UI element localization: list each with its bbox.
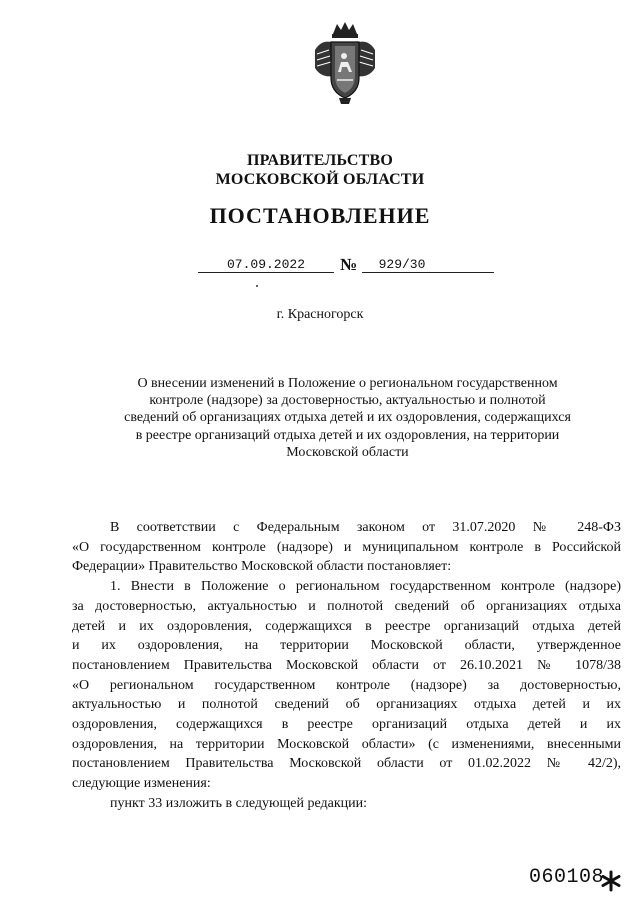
registration-line — [0, 257, 640, 279]
subject-line: в реестре организаций отдыха детей и их оздоровления, на территории — [135, 427, 560, 443]
body-line: оздоровления, содержащихся в реестре организаций отдыха детей и их — [72, 717, 621, 733]
body-line: детей и их оздоровления, содержащихся в реестре организаций отдыха детей — [72, 618, 621, 634]
body-line: постановлением Правительства Московской области от 01.02.2022 № 42/2), — [72, 756, 621, 772]
city-name: г. Красногорск — [276, 307, 364, 322]
document-date: 07.09.2022 — [226, 257, 305, 272]
subject-line: О внесении изменений в Положение о региональном государственном — [137, 376, 558, 391]
stray-dot — [256, 285, 258, 287]
org-name-line1: ПРАВИТЕЛЬСТВО — [246, 152, 394, 169]
body-line: Федерации» Правительство Московской области постановляет: — [72, 559, 452, 575]
body-line: и их оздоровления, на территории Московской области, утвержденное — [72, 638, 621, 654]
asterisk-icon — [600, 870, 622, 892]
paragraph-item-1 — [72, 577, 621, 794]
paragraph-item-33 — [72, 794, 621, 814]
body-line: за достоверностью, актуальностью и полнотой сведений об организациях отдыха — [72, 598, 621, 614]
serial-number: 060108 — [529, 866, 605, 889]
body-line: В соответствии с Федеральным законом от 31.07.2020 № 248-ФЗ — [110, 520, 621, 535]
body-line: «О региональном государственном контроле (надзоре) за достоверностью, — [72, 677, 621, 693]
body-line: «О государственном контроле (надзоре) и муниципальном контроле в Российской — [72, 539, 621, 555]
number-sign: № — [340, 255, 358, 274]
body-line: постановлением Правительства Московской области от 26.10.2021 № 1078/38 — [72, 657, 621, 673]
paragraph-preamble — [72, 518, 621, 577]
coat-of-arms-icon — [311, 20, 379, 108]
org-name-line2: МОСКОВСКОЙ ОБЛАСТИ — [215, 171, 425, 188]
document-number: 929/30 — [378, 257, 426, 272]
subject-line: сведений об организациях отдыха детей и их оздоровления, содержащихся — [124, 410, 571, 426]
subject-line: контроле (надзоре) за достоверностью, актуальностью и полнотой — [149, 393, 546, 409]
document-body — [72, 518, 621, 814]
body-line: 1. Внести в Положение о региональном государственном контроле (надзоре) — [110, 579, 621, 595]
body-line: пункт 33 изложить в следующей редакции: — [110, 795, 367, 811]
date-underline — [198, 272, 334, 273]
body-line: оздоровления, на территории Московской области» (с изменениями, внесенными — [72, 736, 621, 752]
number-underline — [362, 272, 494, 273]
document-type-title: ПОСТАНОВЛЕНИЕ — [209, 203, 431, 228]
document-subject — [100, 375, 595, 461]
body-line: следующие изменения: — [72, 776, 211, 792]
body-line: актуальностью и полнотой сведений об организациях отдыха детей и их — [72, 697, 621, 713]
subject-line: Московской области — [286, 444, 409, 460]
